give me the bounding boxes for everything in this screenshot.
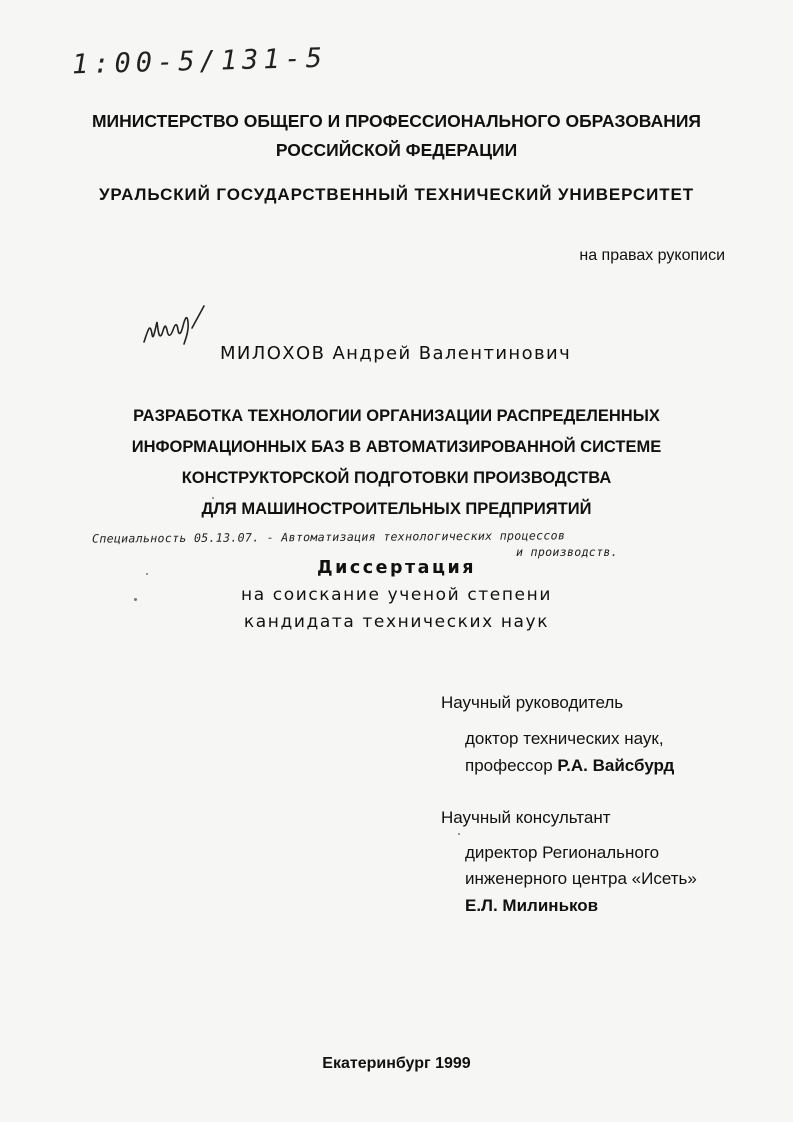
ministry-line-1: МИНИСТЕРСТВО ОБЩЕГО И ПРОФЕССИОНАЛЬНОГО ОБРАЗОВАНИЯ (91, 111, 701, 131)
scan-speck (458, 833, 460, 835)
scan-speck (146, 573, 148, 575)
thesis-title-line-2: ИНФОРМАЦИОННЫХ БАЗ В АВТОМАТИЗИРОВАННОЙ СИСТЕМЕ (131, 438, 662, 456)
consultant-name: Е.Л. Милиньков (465, 896, 599, 915)
supervisor-role: Научный руководитель (441, 693, 624, 712)
consultant-line-1: директор Регионального (465, 843, 660, 862)
supervisor-name-line (465, 751, 674, 781)
manuscript-rights: на правах рукописи (579, 247, 725, 264)
university-name: УРАЛЬСКИЙ ГОСУДАРСТВЕННЫЙ ТЕХНИЧЕСКИЙ УНИВЕРСИТЕТ (98, 185, 695, 204)
supervisor-title: доктор технических наук, (465, 729, 664, 748)
degree-line-2: кандидата технических наук (243, 612, 550, 632)
ministry-line-2: РОССИЙСКОЙ ФЕДЕРАЦИИ (275, 140, 518, 160)
archive-code: 1:00-5/131-5 (71, 42, 328, 81)
thesis-title-line-3: КОНСТРУКТОРСКОЙ ПОДГОТОВКИ ПРОИЗВОДСТВА (181, 469, 612, 487)
scan-speck (134, 598, 137, 601)
supervisor-name: Р.А. Вайсбурд (557, 756, 675, 775)
author-name: МИЛОХОВ Андрей Валентинович (220, 343, 572, 364)
scan-speck (212, 497, 214, 499)
consultant-role: Научный консультант (441, 808, 611, 827)
specialty-line-2: и производств. (516, 545, 618, 559)
specialty-line-1: Специальность 05.13.07. - Автоматизация технологических процессов (91, 528, 566, 546)
supervisor-prefix: профессор (465, 756, 553, 775)
city-year: Екатеринбург 1999 (322, 1055, 471, 1072)
consultant-line-2: инженерного центра «Исеть» (465, 869, 697, 888)
thesis-title-line-4: ДЛЯ МАШИНОСТРОИТЕЛЬНЫХ ПРЕДПРИЯТИЙ (201, 500, 592, 518)
signature (140, 300, 220, 355)
degree-line-1: на соискание ученой степени (241, 585, 552, 605)
thesis-title-line-1: РАЗРАБОТКА ТЕХНОЛОГИИ ОРГАНИЗАЦИИ РАСПРЕДЕЛЕННЫХ (133, 407, 660, 425)
dissertation-heading: Диссертация (317, 558, 476, 578)
